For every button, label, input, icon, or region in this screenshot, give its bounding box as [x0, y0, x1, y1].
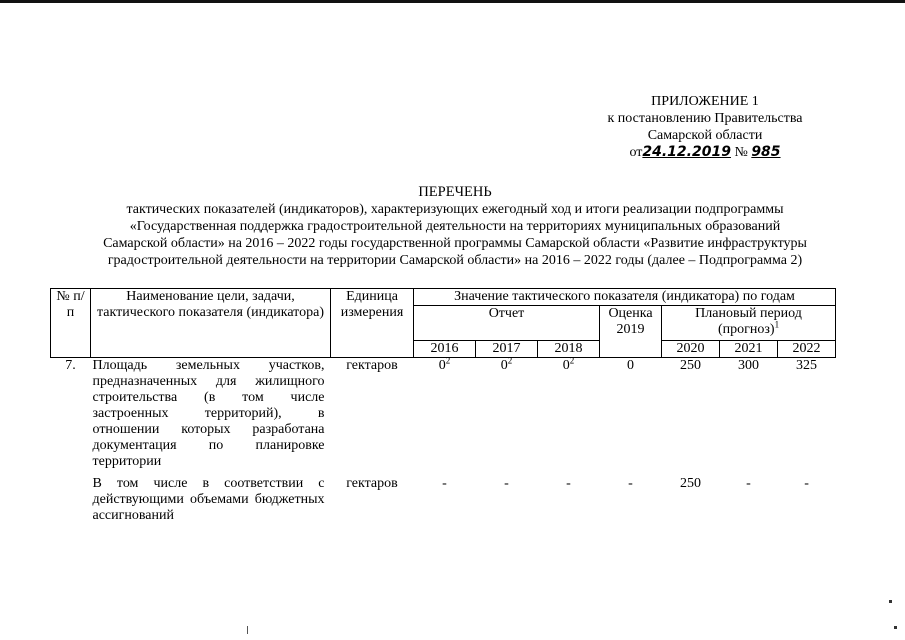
- header-plan-label: Плановый период (прогноз): [695, 306, 802, 337]
- appendix-title: ПРИЛОЖЕНИЕ 1: [651, 94, 759, 109]
- title-heading: ПЕРЕЧЕНЬ: [418, 184, 492, 200]
- header-num: № п/п: [51, 289, 91, 358]
- title-line: тактических показателей (индикаторов), характеризующих ежегодный ход и итоги реализации подпрограммы: [126, 202, 784, 217]
- value-2019: -: [628, 476, 633, 491]
- value-2020: 250: [680, 476, 701, 491]
- value-2018: -: [566, 476, 571, 491]
- value-2020: 250: [680, 358, 701, 373]
- year-2020: 2020: [662, 341, 720, 358]
- value-2017: $0^2$: [500, 355, 513, 373]
- scan-artifact: [247, 626, 248, 634]
- value-2022: -: [804, 476, 809, 491]
- value-2016: -: [442, 476, 447, 491]
- indicators-table: [50, 288, 836, 524]
- row-unit: гектаров: [346, 358, 398, 373]
- footnote-mark: 1: [774, 319, 780, 330]
- handwritten-date: 24.12.2019: [642, 144, 731, 160]
- row-name: В том числе в соответствии с действующими объемами бюджетных ассигнований: [92, 476, 325, 523]
- appendix-line: к постановлению Правительства: [607, 111, 803, 126]
- from-label: от: [629, 145, 643, 160]
- table-row: [51, 358, 836, 477]
- scan-artifact: [889, 600, 892, 603]
- value-2021: 300: [738, 358, 759, 373]
- header-plan: [662, 306, 836, 341]
- year-2018: 2018: [538, 341, 600, 358]
- year-2017: 2017: [476, 341, 538, 358]
- row-unit: гектаров: [346, 476, 398, 491]
- table-row: [51, 476, 836, 524]
- number-label: №: [734, 145, 748, 160]
- value-2017: -: [504, 476, 509, 491]
- value-2022: 325: [796, 358, 818, 373]
- value-2018: $0^2$: [562, 355, 575, 373]
- value-2019: 0: [627, 358, 634, 373]
- row-num: 7.: [65, 358, 76, 373]
- scan-artifact: [894, 626, 897, 629]
- header-unit: Единица измерения: [331, 289, 414, 358]
- scan-top-border: [0, 0, 905, 3]
- row-name: Площадь земельных участков, предназначенных для жилищного строительства (в том числе застроенных территорий), в отношении которых разработана документация по планировке территории: [92, 358, 325, 469]
- year-2021: 2021: [720, 341, 778, 358]
- appendix-block: [590, 93, 820, 161]
- header-values: Значение тактического показателя (индикатора) по годам: [414, 289, 836, 306]
- document-title: [40, 184, 870, 269]
- header-report: Отчет: [414, 306, 600, 341]
- title-line: градостроительной деятельности на территории Самарской области» на 2016 – 2022 годы (далее – Подпрограмма 2): [107, 253, 803, 268]
- title-line: «Государственная поддержка градостроительной деятельности на территориях муниципальных образований: [129, 219, 781, 234]
- title-line: Самарской области» на 2016 – 2022 годы государственной программы Самарской области «Развитие инфраструктуры: [103, 236, 807, 251]
- appendix-date-line: [590, 144, 820, 161]
- row-num: [51, 476, 91, 524]
- year-2022: 2022: [778, 341, 836, 358]
- header-estimate: Оценка 2019: [600, 306, 662, 358]
- year-2016: 2016: [414, 341, 476, 358]
- value-2016: $0^2$: [438, 355, 451, 373]
- header-name: Наименование цели, задачи, тактического показателя (индикатора): [91, 289, 331, 358]
- value-2021: -: [746, 476, 751, 491]
- handwritten-number: 985: [751, 144, 781, 160]
- appendix-line: Самарской области: [647, 128, 763, 143]
